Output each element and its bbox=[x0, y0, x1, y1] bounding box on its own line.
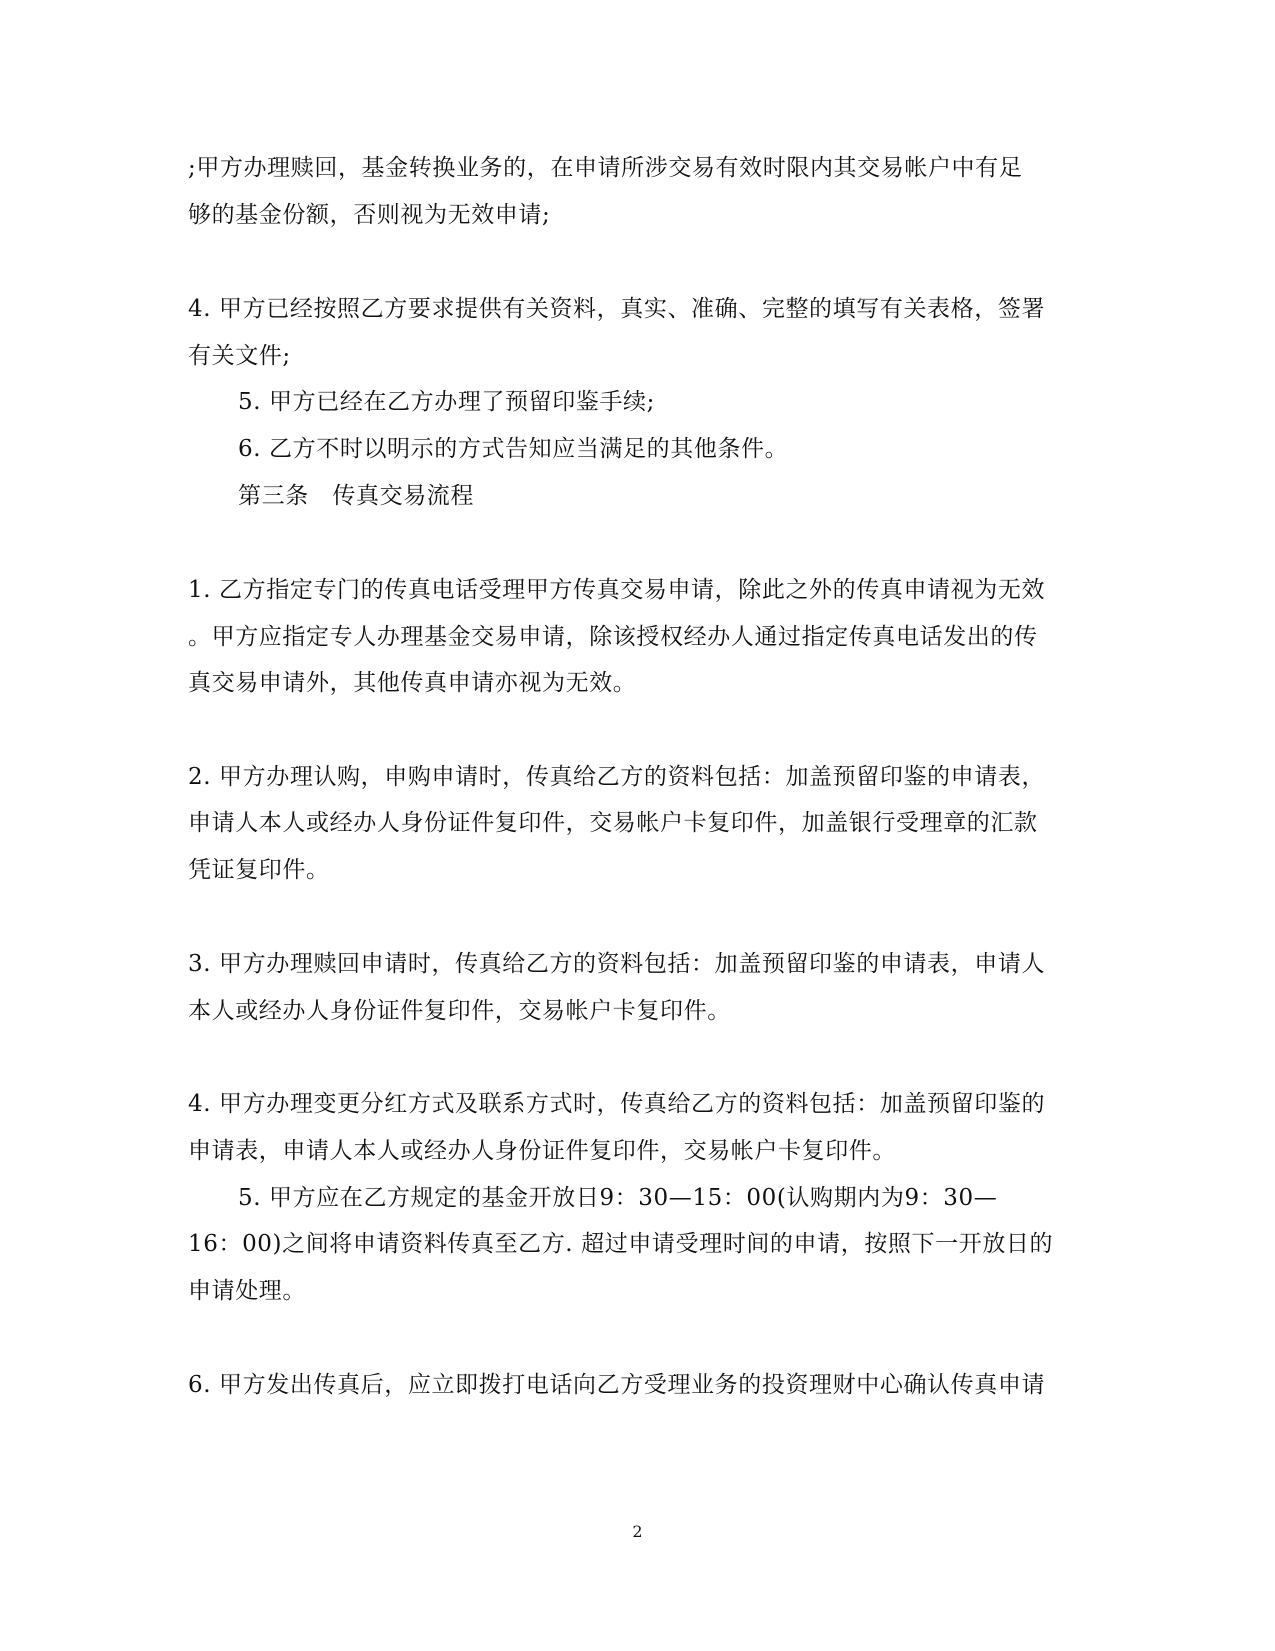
text-line: 3. 甲方办理赎回申请时，传真给乙方的资料包括：加盖预留印鉴的申请表，申请人 bbox=[188, 951, 1046, 977]
text-line: 够的基金份额，否则视为无效申请; bbox=[188, 202, 551, 228]
text-line: 5. 甲方应在乙方规定的基金开放日9：30—15：00(认购期内为9：30— bbox=[238, 1185, 998, 1211]
text-line: 真交易申请外，其他传真申请亦视为无效。 bbox=[188, 670, 637, 696]
page-number: 2 bbox=[632, 1522, 643, 1541]
text-line: 申请表，申请人本人或经办人身份证件复印件，交易帐户卡复印件。 bbox=[188, 1138, 896, 1164]
text-line: 16：00)之间将申请资料传真至乙方. 超过申请受理时间的申请，按照下一开放日的 bbox=[188, 1231, 1054, 1257]
text-line: 2. 甲方办理认购，申购申请时，传真给乙方的资料包括：加盖预留印鉴的申请表， bbox=[188, 764, 1046, 790]
text-line: 申请处理。 bbox=[188, 1278, 306, 1304]
text-line: 1. 乙方指定专门的传真电话受理甲方传真交易申请，除此之外的传真申请视为无效 bbox=[188, 577, 1046, 603]
text-line: 有关文件; bbox=[188, 343, 291, 369]
text-line: 6. 甲方发出传真后，应立即拨打电话向乙方受理业务的投资理财中心确认传真申请 bbox=[188, 1372, 1046, 1398]
text-line: 申请人本人或经办人身份证件复印件，交易帐户卡复印件，加盖银行受理章的汇款 bbox=[188, 810, 1038, 836]
text-line: 4. 甲方已经按照乙方要求提供有关资料，真实、准确、完整的填写有关表格，签署 bbox=[188, 296, 1046, 322]
text-line: 4. 甲方办理变更分红方式及联系方式时，传真给乙方的资料包括：加盖预留印鉴的 bbox=[188, 1091, 1046, 1117]
text-line: 5. 甲方已经在乙方办理了预留印鉴手续; bbox=[238, 389, 656, 415]
text-line: 凭证复印件。 bbox=[188, 857, 330, 883]
text-line: 本人或经办人身份证件复印件，交易帐户卡复印件。 bbox=[188, 998, 731, 1024]
text-line: ;甲方办理赎回，基金转换业务的，在申请所涉交易有效时限内其交易帐户中有足 bbox=[188, 155, 1023, 181]
text-line: 。甲方应指定专人办理基金交易申请，除该授权经办人通过指定传真电话发出的传 bbox=[188, 624, 1038, 650]
section-heading: 第三条 传真交易流程 bbox=[238, 483, 474, 509]
text-line: 6. 乙方不时以明示的方式告知应当满足的其他条件。 bbox=[238, 436, 789, 462]
